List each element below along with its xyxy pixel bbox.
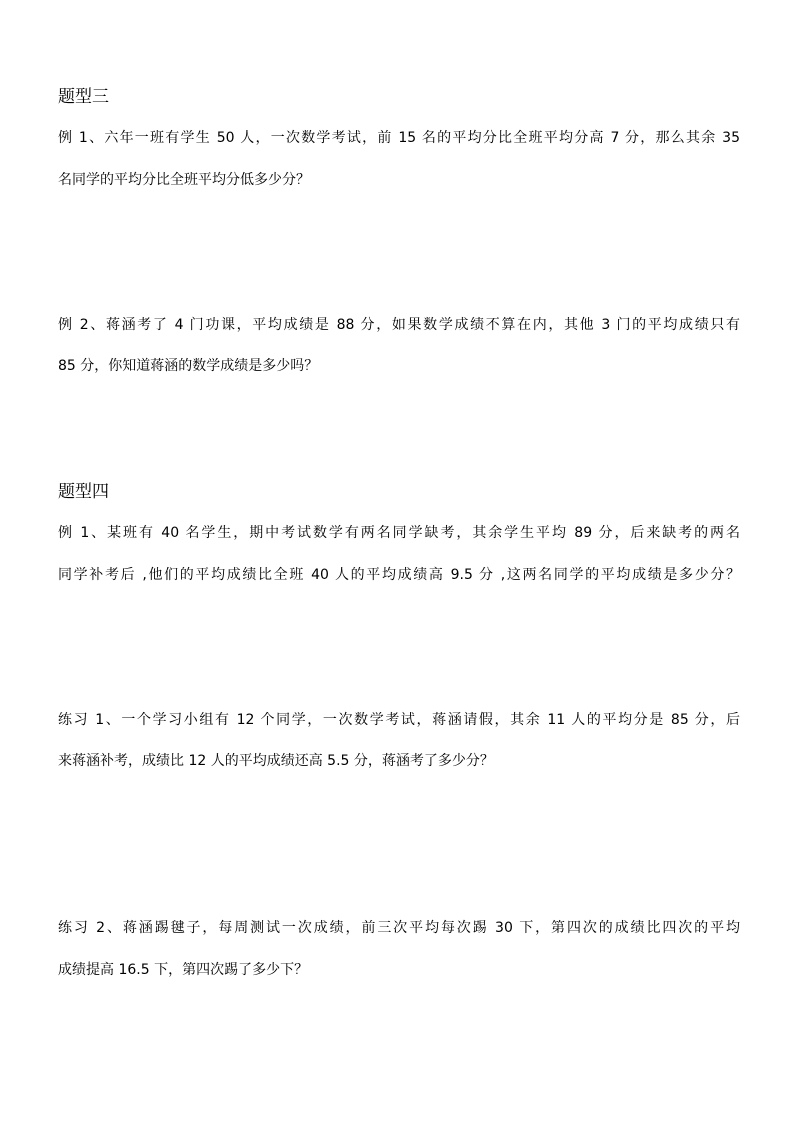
example-2-line-2: 85 分，你知道蒋涵的数学成绩是多少吗？ — [58, 358, 319, 374]
example-2-line-1: 例 2、蒋涵考了 4 门功课，平均成绩是 88 分，如果数学成绩不算在内，其他 3 门的平均成绩只有 — [58, 317, 740, 333]
example-1-line-1: 例 1、六年一班有学生 50 人，一次数学考试，前 15 名的平均分比全班平均分高 7 分，那么其余 35 — [58, 130, 740, 146]
practice-2-line-1: 练习 2、蒋涵踢毽子，每周测试一次成绩，前三次平均每次踢 30 下，第四次的成绩比四次的平均 — [58, 920, 740, 936]
section-heading-type-three: 题型三 — [58, 87, 109, 107]
section-4-example-1-line-1: 例 1、某班有 40 名学生，期中考试数学有两名同学缺考，其余学生平均 89 分，后来缺考的两名 — [58, 525, 740, 541]
practice-1-line-1: 练习 1、一个学习小组有 12 个同学，一次数学考试，蒋涵请假，其余 11 人的平均分是 85 分，后 — [58, 712, 740, 728]
practice-1-line-2: 来蒋涵补考，成绩比 12 人的平均成绩还高 5.5 分，蒋涵考了多少分？ — [58, 753, 494, 769]
section-4-example-1-line-2: 同学补考后 ,他们的平均成绩比全班 40 人的平均成绩高 9.5 分 ,这两名同学的平均成绩是多少分？ — [58, 567, 740, 583]
example-1-line-2: 名同学的平均分比全班平均分低多少分？ — [58, 172, 310, 188]
section-heading-type-four: 题型四 — [58, 482, 109, 502]
practice-2-line-2: 成绩提高 16.5 下，第四次踢了多少下？ — [58, 962, 309, 978]
